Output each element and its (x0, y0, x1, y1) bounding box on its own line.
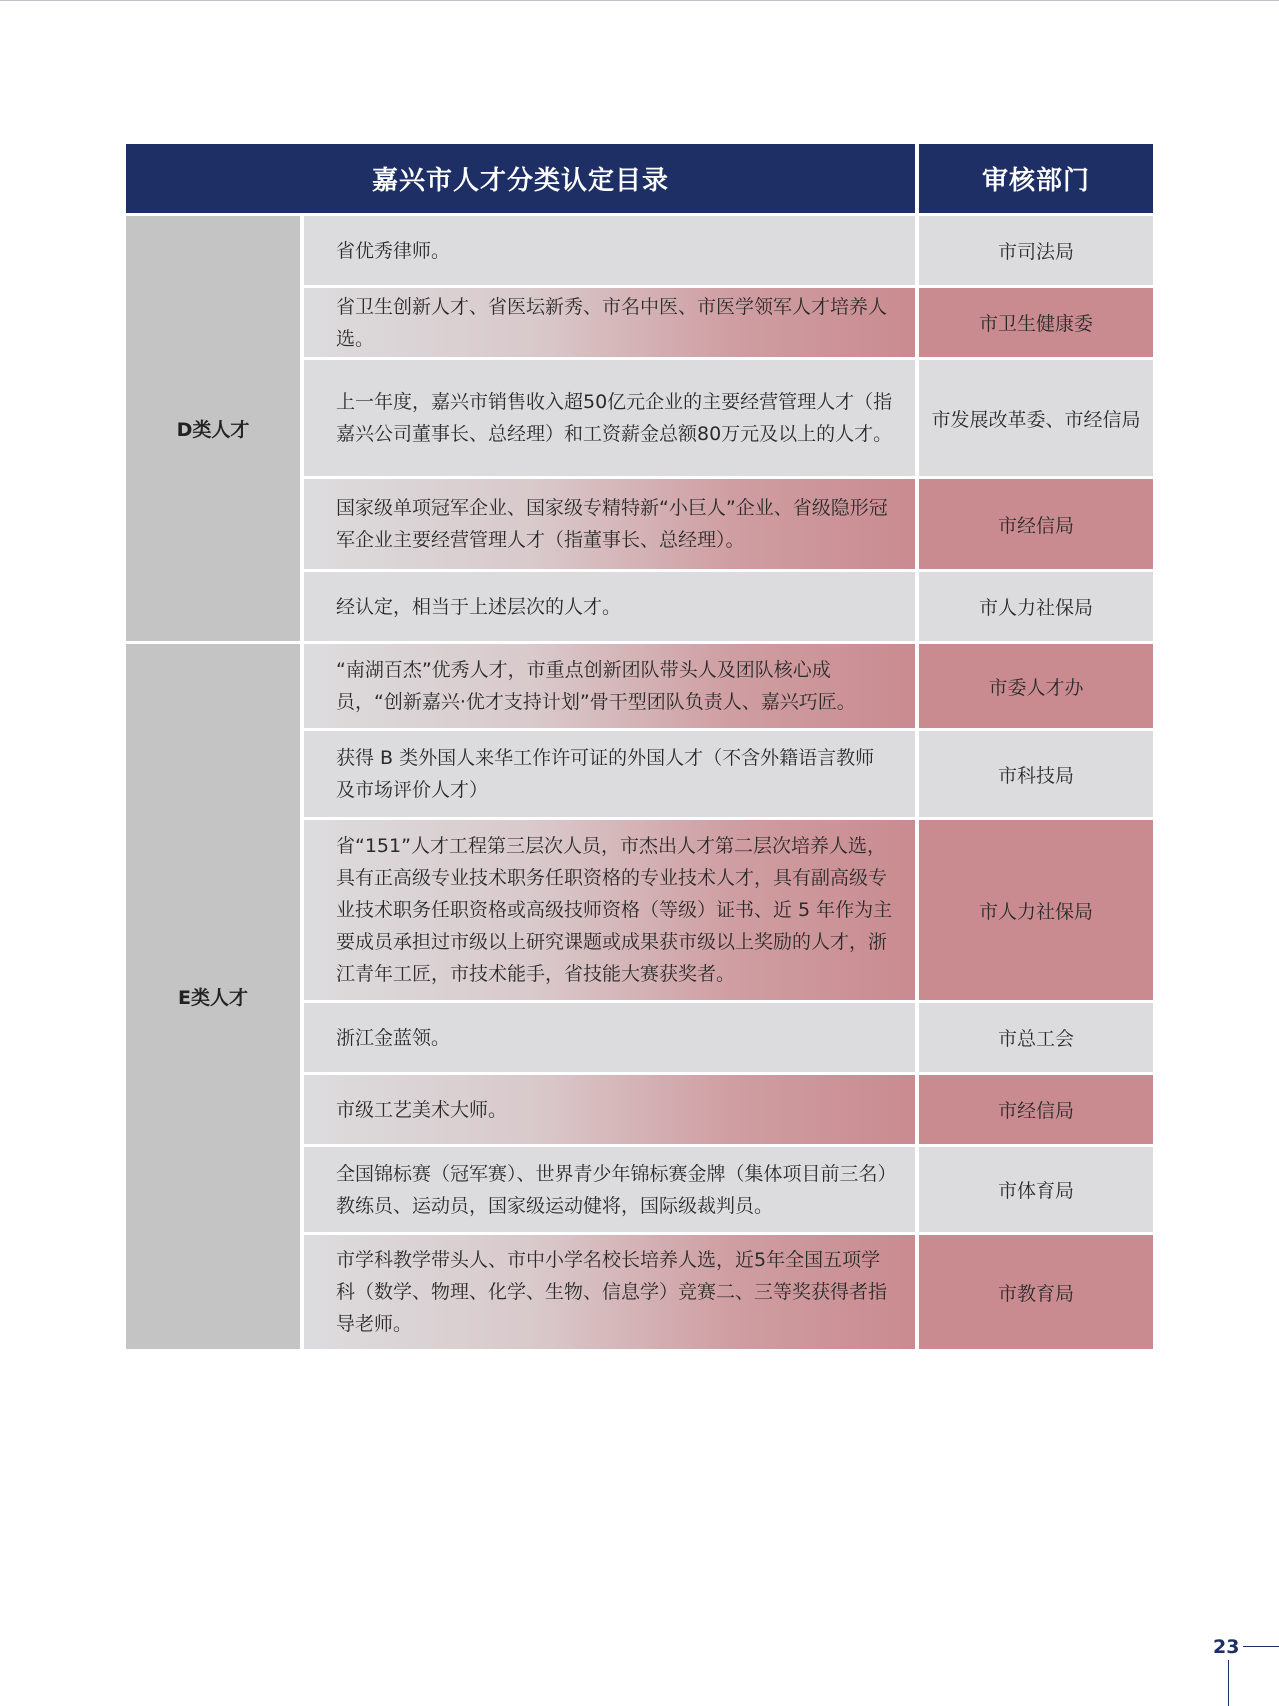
table-row-dept: 市委人才办 (919, 644, 1153, 728)
table-row-desc: 浙江金蓝领。 (304, 1003, 915, 1072)
table-row-dept: 市发展改革委、市经信局 (919, 360, 1153, 476)
table-row-desc: 上一年度，嘉兴市销售收入超50亿元企业的主要经营管理人才（指嘉兴公司董事长、总经理）和工资薪金总额80万元及以上的人才。 (304, 360, 915, 476)
table-row-desc: 经认定，相当于上述层次的人才。 (304, 572, 915, 641)
table-row-desc: 获得 B 类外国人来华工作许可证的外国人才（不含外籍语言教师及市场评价人才） (304, 731, 915, 817)
table-row-desc: 全国锦标赛（冠军赛）、世界青少年锦标赛金牌（集体项目前三名）教练员、运动员，国家级运动健将，国际级裁判员。 (304, 1147, 915, 1232)
category-d-label: D类人才 (126, 216, 300, 641)
table-row-desc: 市学科教学带头人、市中小学名校长培养人选，近5年全国五项学科（数学、物理、化学、生物、信息学）竞赛二、三等奖获得者指导老师。 (304, 1235, 915, 1349)
table-title: 嘉兴市人才分类认定目录 (126, 144, 915, 213)
table-row-dept: 市教育局 (919, 1235, 1153, 1349)
table-row-dept: 市人力社保局 (919, 572, 1153, 641)
page-corner-rule (1228, 1660, 1229, 1706)
table-row-desc: “南湖百杰”优秀人才，市重点创新团队带头人及团队核心成员，“创新嘉兴·优才支持计划”骨干型团队负责人、嘉兴巧匠。 (304, 644, 915, 728)
category-e-label: E类人才 (126, 644, 300, 1349)
page-number-rule (1243, 1646, 1279, 1647)
table-row-dept: 市经信局 (919, 1075, 1153, 1144)
dept-column-header: 审核部门 (919, 144, 1153, 213)
table-row-dept: 市体育局 (919, 1147, 1153, 1232)
table-row-dept: 市科技局 (919, 731, 1153, 817)
page-number: 23 (1213, 1636, 1240, 1658)
table-row-dept: 市卫生健康委 (919, 288, 1153, 357)
talent-catalog-table (126, 144, 1153, 1349)
table-row-desc: 省优秀律师。 (304, 216, 915, 285)
table-row-dept: 市人力社保局 (919, 820, 1153, 1000)
table-row-desc: 国家级单项冠军企业、国家级专精特新“小巨人”企业、省级隐形冠军企业主要经营管理人才（指董事长、总经理）。 (304, 479, 915, 569)
table-row-desc: 市级工艺美术大师。 (304, 1075, 915, 1144)
table-row-desc: 省卫生创新人才、省医坛新秀、市名中医、市医学领军人才培养人选。 (304, 288, 915, 357)
table-row-desc: 省“151”人才工程第三层次人员，市杰出人才第二层次培养人选，具有正高级专业技术职务任职资格的专业技术人才，具有副高级专业技术职务任职资格或高级技师资格（等级）证书、近 5 年作为主要成员承担过市级以上研究课题或成果获市级以上奖励的人才，浙江青年工匠，市技术能手，省技能大赛获奖者。 (304, 820, 915, 1000)
table-row-dept: 市司法局 (919, 216, 1153, 285)
top-border-line (0, 0, 1279, 1)
table-row-dept: 市经信局 (919, 479, 1153, 569)
table-row-dept: 市总工会 (919, 1003, 1153, 1072)
